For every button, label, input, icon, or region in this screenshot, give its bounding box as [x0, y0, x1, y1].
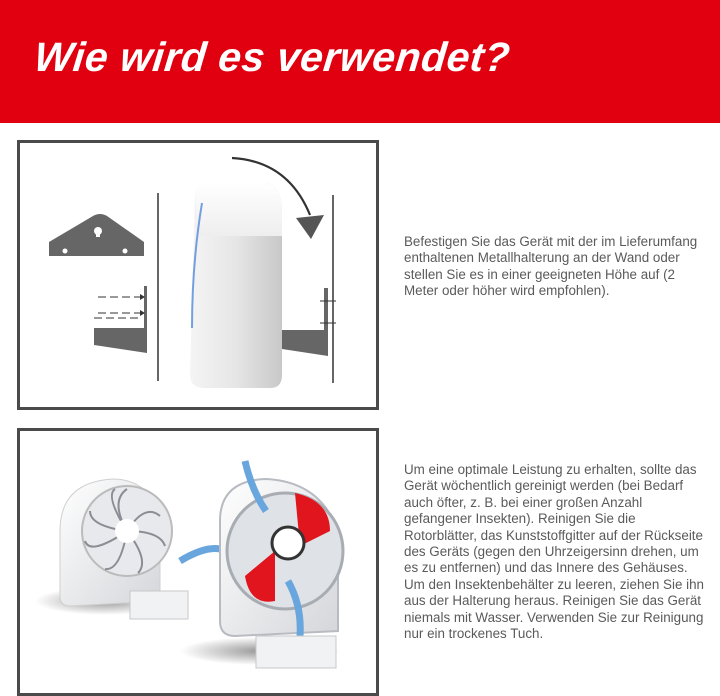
fan-rotor-diagram-icon	[20, 431, 376, 693]
bracket-diagram-icon	[20, 143, 376, 407]
page-title: Wie wird es verwendet?	[32, 34, 513, 80]
step-1-description: Befestigen Sie das Gerät mit der im Lieferumfang enthaltenen Metallhalterung an der Wand oder stellen Sie es in einer geeigneten Höhe auf (2 Meter oder höher wird empfohlen).	[404, 234, 698, 299]
cleaning-illustration	[17, 428, 379, 696]
step-2-description: Um eine optimale Leistung zu erhalten, sollte das Gerät wöchentlich gereinigt werden (bei Bedarf auch öfter, z. B. bei einer großen Anzahl gefangener Insekten). Reinigen Sie die Rotorblätter, das Kunststoffgitter auf der Rückseite des Geräts (gegen den Uhrzeigersinn drehen, um es zu entfernen) und das Innere des Gehäuses. Um den Insektenbehälter zu leeren, ziehen Sie ihn aus der Halterung heraus. Reinigen Sie das Gerät niemals mit Wasser. Verwenden Sie zur Reinigung nur ein trockenes Tuch.	[404, 462, 704, 642]
wall-mount-illustration	[17, 140, 379, 410]
header-banner	[0, 0, 720, 123]
